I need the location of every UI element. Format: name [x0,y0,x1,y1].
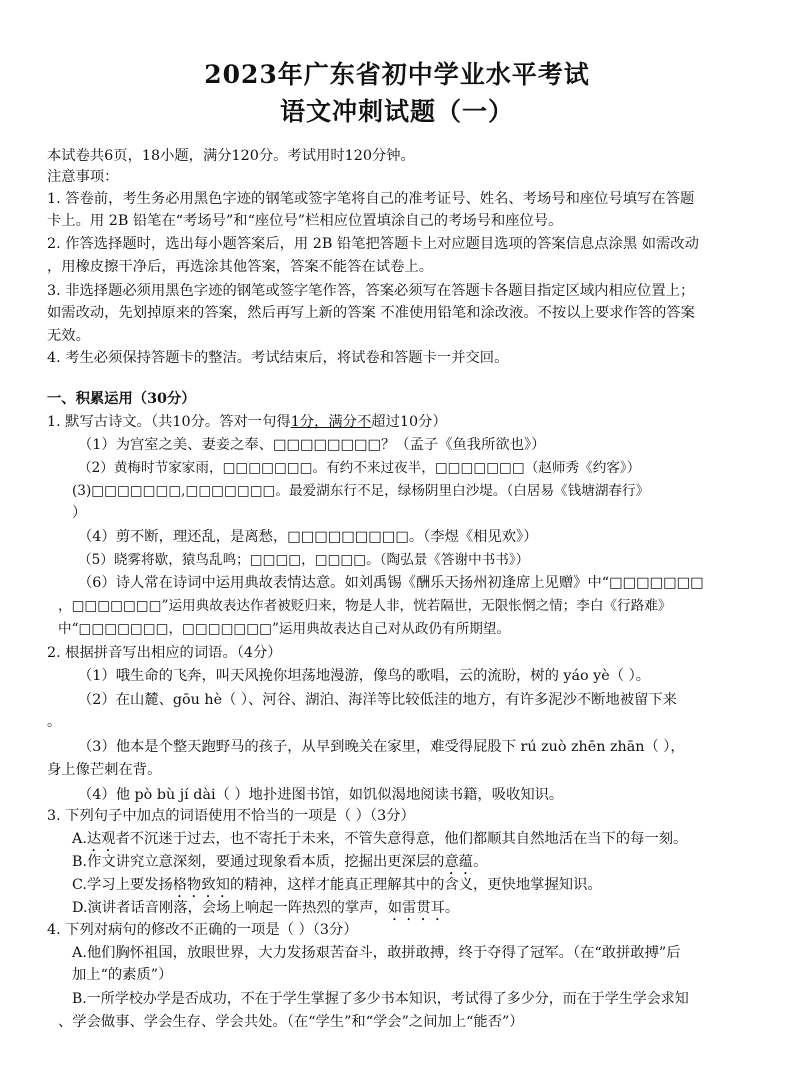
notice-3a: 3. 非选择题必须用黑色字迹的钢笔或签字笔作答，答案必须写在答题卡各题目指定区域内相应位置上； [47,283,695,299]
q3-a-text: 者不沉迷于过去，也不寄托于未来，不管失意得意，他们都顺其自然地活在当下的每一刻。 [115,831,688,847]
q1-stem-part: 超过10分） [371,414,447,430]
q1-part5: （5）晓雾将歇，猿鸟乱鸣；□□□□，□□□□。（陶弘景《答谢中书书》） [78,552,530,568]
notice-2a: 2. 作答选择题时，选出每小题答案后，用 2B 铅笔把答题卡上对应题目选项的答案信息点涂黑 如需改动 [47,236,699,252]
q1-part6c: 中“□□□□□□□，□□□□□□□”运用典故表达自己对从政仍有所期望。 [58,621,510,637]
q2-part1: （1）哦生命的飞奔，叫天风挽你坦荡地漫游，像鸟的歌唱，云的流盼，树的 yáo yè（ ）。 [78,668,651,684]
q3-b-dotted-word: 意蕴 [444,854,474,870]
q1-part6a: （6）诗人常在诗词中运用典故表情达意。如刘禹锡《酬乐天扬州初逢席上见赠》中“□□□□□□□ [78,575,704,591]
q4-option-a-cont: 加上“的素质”） [72,967,173,983]
q3-d-dotted-word: 如雷贯耳 [387,900,445,916]
q2-part2-end: 。 [47,714,62,730]
q1-stem-part: 1. 默写古诗文。（共10分。答对一句得 [47,414,291,430]
q1-part2: （2）黄梅时节家家雨，□□□□□□□。有约不来过夜半，□□□□□□□（赵师秀《约客》） [78,460,641,476]
q1-stem [47,412,447,432]
exam-title: 2023年广东省初中学业水平考试 [204,60,590,89]
notice-1a: 1. 答卷前，考生务必用黑色字迹的钢笔或签字笔将自己的准考证号、姓名、考场号和座位号填写在答题 [47,191,695,207]
q3-b-text: B.作文讲究立意深刻，要通过现象看本质，挖掘出更深层的 [72,854,445,870]
intro-line: 本试卷共6页，18小题，满分120分。考试用时120分钟。 [47,148,415,164]
q4-option-b: B.一所学校办学是否成功，不在于学生掌握了多少书本知识，考试得了多少分，而在于学生学会求知 [72,991,689,1007]
q1-part4: （4）剪不断，理还乱，是离愁，□□□□□□□□□。（李煜《相见欢》） [78,529,538,545]
exam-subtitle: 语文冲刺试题（一） [279,97,514,126]
q4-stem: 4. 下列对病句的修改不正确的一项是（ ）（3分） [47,922,358,938]
q2-stem: 2. 根据拼音写出相应的词语。（4分） [47,645,282,661]
q3-a-dotted-word: 达观 [86,831,116,847]
notice-3c: 无效。 [47,328,90,344]
notice-2b: ，用橡皮擦干净后，再选涂其他答案，答案不能答在试卷上。 [47,259,434,275]
q3-c-text: C.学习上要发扬 [72,877,173,893]
q1-part1: （1）为宫室之美、妻妾之奉、□□□□□□□□？（孟子《鱼我所欲也》） [78,437,546,453]
q2-part2: （2）在山麓、gōu hè（ ）、河谷、湖泊、海洋等比较低洼的地方，有许多泥沙不断地被留下来 [78,692,677,708]
q1-part6b: ，□□□□□□□”运用典故表达作者被贬归来，物是人非，恍若隔世，无限怅惘之情；李白《行路难》 [58,598,672,614]
q2-part3: （3）他本是个整天跑野马的孩子，从早到晚关在家里，难受得屁股下 rú zuò zhēn zhān（ ）， [78,739,685,755]
q1-part3: (3)□□□□□□□,□□□□□□□。最爱湖东行不足，绿杨阴里白沙堤。（白居易《钱塘湖春行》 [72,483,650,499]
notice-3b: 如需改动，先划掉原来的答案，然后再写上新的答案 不准使用铅笔和涂改液。不按以上要求作答的答案 [47,305,695,321]
q3-d-end: 。 [444,900,460,916]
notice-heading: 注意事项： [47,169,119,185]
q2-part4: （4）他 pò bù jí dài（ ）地扑进图书馆，如饥似渴地阅读书籍，吸收知识。 [78,787,564,803]
q2-part3-end: 身上像芒刺在背。 [47,762,162,778]
q4-option-b-cont: 、学会做事、学会生存、学会共处。（在“学生”和“学会”之间加上“能否”） [58,1014,524,1030]
notice-4: 4. 考生必须保持答题卡的整洁。考试结束后，将试卷和答题卡一并交回。 [47,350,509,366]
q3-a-prefix: A. [72,831,87,847]
section-heading: 一、积累运用（30分） [47,391,196,407]
q3-b-end: 。 [473,854,488,870]
q1-stem-underlined: 1分，满分不 [290,414,372,430]
notice-1b: 卡上。用 2B 铅笔在“考场号”和“座位号”栏相应位置填涂自己的考场号和座位号。 [47,213,563,229]
q3-stem: 3. 下列句子中加点的词语使用不恰当的一项是（ ）（3分） [47,808,415,824]
q1-part3-end: ） [72,505,87,521]
q3-d-text: D.演讲者话音刚落，会场上响起一阵热烈的掌声， [72,900,388,916]
q3-c-dotted-word: 格物致知 [172,877,230,893]
q4-option-a: A.他们胸怀祖国，放眼世界，大力发扬艰苦奋斗，敢拼敢搏，终于夺得了冠军。（在“敢拼敢搏”后 [72,945,681,961]
q3-c-end: 的精神，这样才能真正理解其中的含义，更快地掌握知识。 [229,877,602,893]
